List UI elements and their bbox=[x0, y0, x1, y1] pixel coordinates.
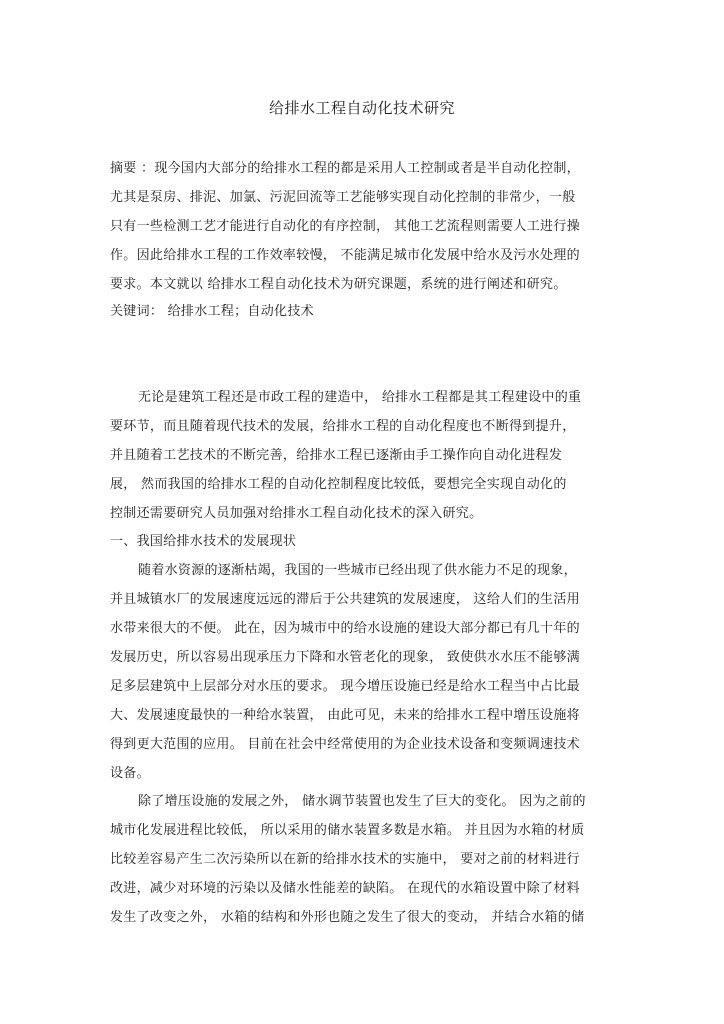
para2-line-2: 城市化发展进程比较低， 所以采用的储水装置多数是水箱。 并且因为水箱的材质 bbox=[110, 823, 585, 838]
intro-line-1: 无论是建筑工程还是市政工程的建造中， 给排水工程都是其工程建设中的重 bbox=[138, 390, 582, 405]
para2-line-5: 发生了改变之外， 水箱的结构和外形也随之发生了很大的变动， 并结合水箱的储 bbox=[110, 910, 585, 925]
intro-line-4: 展， 然而我国的给排水工程的自动化控制程度比较低，要想完全实现自动化的 bbox=[110, 477, 567, 492]
para2-line-3: 比较差容易产生二次污染所以在新的给排水技术的实施中， 要对之前的材料进行 bbox=[110, 852, 580, 867]
intro-line-2: 要环节，而且随着现代技术的发展，给排水工程的自动化程度也不断得到提升， bbox=[110, 419, 576, 434]
para1-line-4: 发展历史，所以容易出现承压力下降和水管老化的现象， 致使供水水压不能够满 bbox=[110, 650, 580, 665]
intro-line-5: 控制还需要研究人员加强对给排水工程自动化技术的深入研究。 bbox=[110, 506, 483, 521]
para1-line-6: 大、发展速度最快的一种给水装置， 由此可见，未来的给排水工程中增压设施将 bbox=[110, 708, 580, 723]
document-title: 给排水工程自动化技术研究 bbox=[268, 99, 455, 117]
para1-line-5: 足多层建筑中上层部分对水压的要求。 现今增压设施已经是给水工程当中占比最 bbox=[110, 679, 580, 694]
abstract-line-2: 尤其是泵房、排泥、加氯、污泥回流等工艺能够实现自动化控制的非常少，一般 bbox=[110, 190, 576, 205]
para2-line-1: 除了增压设施的发展之外， 储水调节装置也发生了巨大的变化。 因为之前的 bbox=[138, 794, 586, 809]
abstract-line-4: 作。因此给排水工程的工作效率较慢， 不能满足城市化发展中给水及污水处理的 bbox=[110, 248, 580, 263]
para1-line-3: 水带来很大的不便。 此在，因为城市中的给水设施的建设大部分都已有几十年的 bbox=[110, 621, 580, 636]
intro-line-3: 并且随着工艺技术的不断完善，给排水工程已逐渐由手工操作向自动化进程发 bbox=[110, 448, 563, 463]
para1-line-7: 得到更大范围的应用。 目前在社会中经常使用的为企业技术设备和变频调速技术 bbox=[110, 737, 580, 752]
para1-line-2: 并且城镇水厂的发展速度远远的滞后于公共建筑的发展速度， 这给人们的生活用 bbox=[110, 592, 580, 607]
abstract-line-5: 要求。本文就以 给排水工程自动化技术为研究课题，系统的进行阐述和研究。 bbox=[110, 277, 567, 292]
keywords-line: 关键词： 给排水工程；自动化技术 bbox=[110, 304, 314, 319]
para1-line-1: 随着水资源的逐渐枯竭，我国的一些城市已经出现了供水能力不足的现象， bbox=[138, 563, 577, 578]
para2-line-4: 改进，减少对环境的污染以及储水性能差的缺陷。 在现代的水箱设置中除了材料 bbox=[110, 881, 580, 896]
abstract-line-1: 摘要 ：现今国内大部分的给排水工程的都是采用人工控制或者是半自动化控制， bbox=[110, 161, 580, 176]
section-heading-1: 一、我国给排水技术的发展现状 bbox=[110, 534, 297, 549]
para1-line-8: 设备。 bbox=[110, 766, 150, 781]
abstract-line-3: 只有一些检测工艺才能进行自动化的有序控制， 其他工艺流程则需要人工进行操 bbox=[110, 219, 580, 234]
